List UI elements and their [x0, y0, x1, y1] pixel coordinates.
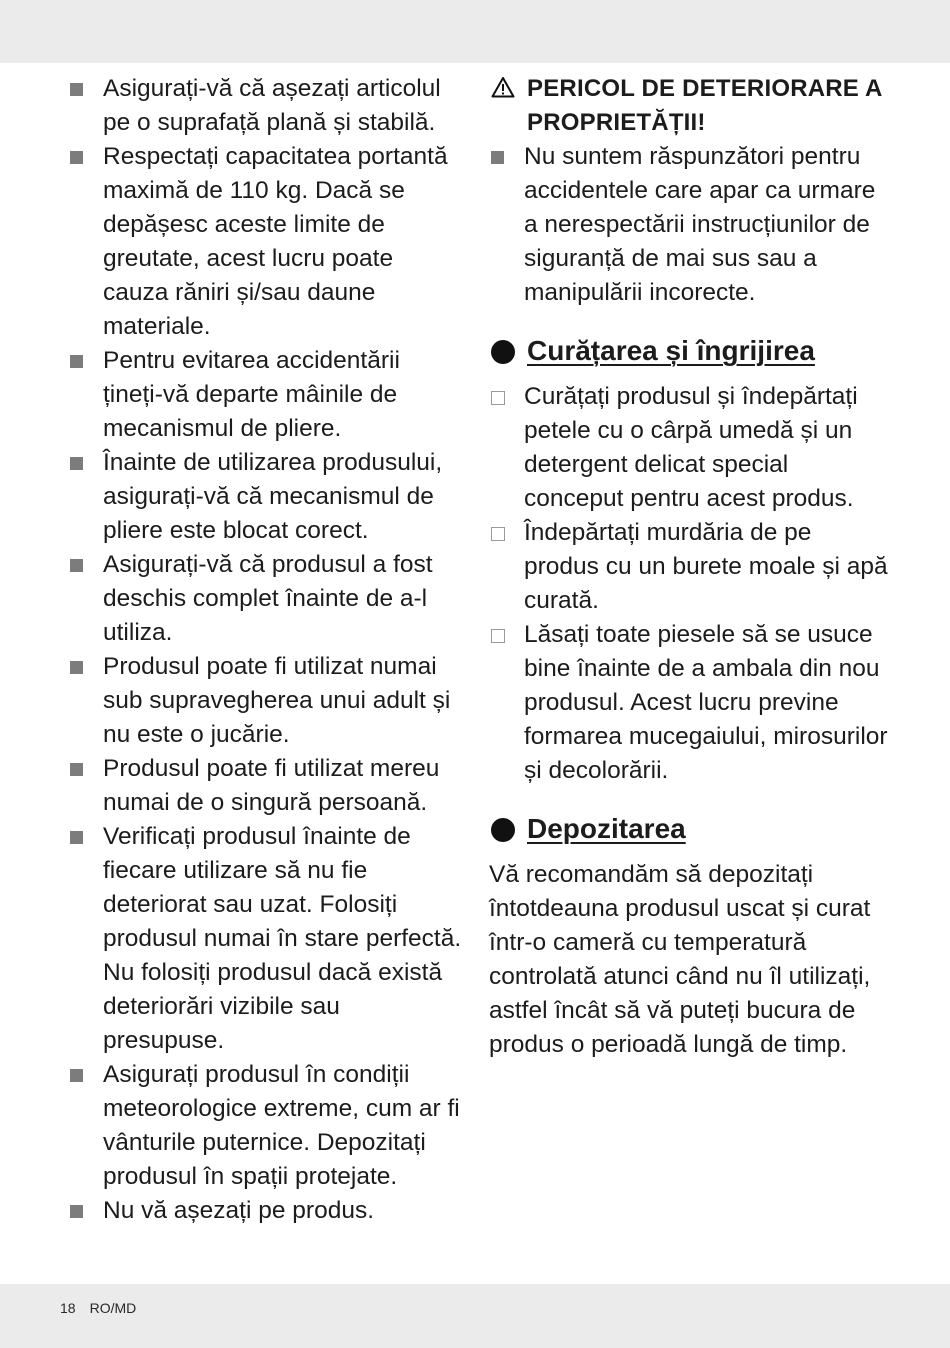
list-item-text: Asigurați-vă că așezați articolul pe o suprafață plană și stabilă. [103, 75, 441, 136]
list-item [68, 72, 463, 140]
list-item-text: Nu vă așezați pe produs. [103, 1197, 375, 1224]
storage-heading [489, 810, 889, 848]
square-bullet-icon [70, 831, 83, 844]
square-bullet-icon [70, 559, 83, 572]
cleaning-list [489, 380, 889, 788]
list-item [68, 446, 463, 548]
list-item [68, 1058, 463, 1194]
right-column [489, 72, 889, 1062]
list-item [489, 516, 889, 618]
square-bullet-icon [70, 355, 83, 368]
square-bullet-icon [491, 151, 504, 164]
list-item-text: Asigurați-vă că produsul a fost deschis complet înainte de a-l utiliza. [103, 551, 433, 646]
list-item [68, 548, 463, 650]
square-bullet-icon [70, 1069, 83, 1082]
list-item-text: Îndepărtați murdăria de pe produs cu un burete moale și apă curată. [524, 519, 888, 614]
cleaning-heading [489, 332, 889, 370]
list-item-text: Produsul poate fi utilizat numai sub supravegherea unui adult și nu este o jucărie. [103, 653, 451, 748]
storage-title: Depozitarea [527, 813, 686, 844]
list-item [68, 344, 463, 446]
list-item-text: Asigurați produsul în condiții meteorologice extreme, cum ar fi vânturile puternice. Depozitați produsul în spații protejate. [103, 1061, 460, 1190]
square-bullet-icon [70, 1205, 83, 1218]
checkbox-icon [491, 629, 505, 643]
list-item-text: Verificați produsul înainte de fiecare utilizare să nu fie deteriorat sau uzat. Folosiți produsul numai în stare perfectă. Nu folosiți produsul dacă există deteriorări vizibile sau presupuse. [103, 823, 462, 1054]
list-item [68, 650, 463, 752]
square-bullet-icon [70, 661, 83, 674]
page-number: 18 [60, 1300, 76, 1316]
list-item-text: Pentru evitarea accidentării țineți-vă departe mâinile de mecanismul de pliere. [103, 347, 400, 442]
list-item [68, 752, 463, 820]
list-item [68, 1194, 463, 1228]
filled-circle-icon [491, 340, 515, 364]
filled-circle-icon [491, 818, 515, 842]
checkbox-icon [491, 391, 505, 405]
list-item-text: Curățați produsul și îndepărtați petele cu o cârpă umedă și un detergent delicat special conceput pentru acest produs. [524, 383, 858, 512]
list-item-text: Înainte de utilizarea produsului, asigurați-vă că mecanismul de pliere este blocat corect. [103, 449, 443, 544]
list-item-text: Respectați capacitatea portantă maximă de 110 kg. Dacă se depășesc aceste limite de greutate, acest lucru poate cauza răniri și/sau daune materiale. [103, 143, 448, 340]
list-item [489, 380, 889, 516]
square-bullet-icon [70, 151, 83, 164]
warning-list [489, 140, 889, 310]
left-column [68, 72, 463, 1228]
warning-heading [489, 72, 889, 140]
list-item [68, 820, 463, 1058]
square-bullet-icon [70, 763, 83, 776]
list-item-text: Lăsați toate piesele să se usuce bine înainte de a ambala din nou produsul. Acest lucru previne formarea mucegaiului, mirosurilor și decolorării. [524, 621, 888, 784]
footer-band [0, 1284, 950, 1348]
warning-title: PERICOL DE DETERIORARE A PROPRIETĂȚII! [527, 75, 882, 136]
language-code: RO/MD [89, 1300, 137, 1316]
square-bullet-icon [70, 83, 83, 96]
square-bullet-icon [70, 457, 83, 470]
list-item [68, 140, 463, 344]
warning-triangle-icon [491, 76, 515, 98]
list-item [489, 618, 889, 788]
list-item [489, 140, 889, 310]
storage-paragraph: Vă recomandăm să depozitați întotdeauna produsul uscat și curat într-o cameră cu temperatură controlată atunci când nu îl utilizați, astfel încât să vă puteți bucura de produs o perioadă lungă de timp. [489, 861, 871, 1058]
header-band [0, 0, 950, 63]
checkbox-icon [491, 527, 505, 541]
list-item-text: Nu suntem răspunzători pentru accidentele care apar ca urmare a nerespectării instrucțiunilor de siguranță de mai sus sau a manipulării incorecte. [524, 143, 876, 306]
list-item-text: Produsul poate fi utilizat mereu numai de o singură persoană. [103, 755, 440, 816]
cleaning-title: Curățarea și îngrijirea [527, 335, 815, 366]
page-footer [60, 1300, 136, 1316]
safety-list [68, 72, 463, 1228]
